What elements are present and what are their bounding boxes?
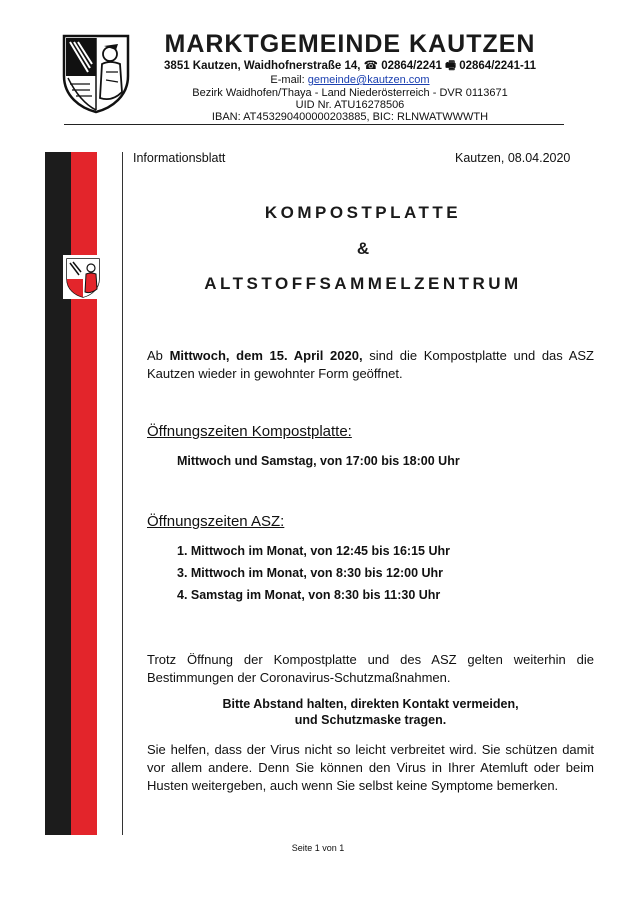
intro-pre: Ab (147, 348, 170, 363)
document-type: Informationsblatt (133, 151, 226, 165)
intro-date: Mittwoch, dem 15. April 2020, (169, 348, 363, 363)
phone-number: 02864/2241 (381, 60, 442, 72)
header-divider (64, 124, 564, 125)
email-label: E-mail: (270, 74, 305, 86)
document-date: Kautzen, 08.04.2020 (455, 151, 571, 165)
page-number: Seite 1 von 1 (291, 843, 345, 853)
municipal-crest-icon (60, 32, 132, 114)
asz-heading: Öffnungszeiten ASZ: (147, 513, 285, 530)
coat-of-arms-icon (63, 255, 103, 299)
kompost-heading: Öffnungszeiten Kompostplatte: (147, 423, 352, 440)
closing-paragraph: Sie helfen, dass der Virus nicht so leicht verbreitet wird. Sie schützen damit vor allem andere. Denn Sie können den Virus in Ihrer Atemluft oder beim Husten weitergeben, auch wenn Sie selbst keine Symptome bemerken. (147, 742, 594, 793)
org-name: MARKTGEMEINDE KAUTZEN (164, 30, 536, 58)
safety-rule-line-2: und Schutzmaske tragen. (294, 713, 447, 727)
kompost-hours: Mittwoch und Samstag, von 17:00 bis 18:00 Uhr (177, 454, 460, 468)
title-line-2: & (356, 239, 370, 258)
intro-post: sind die Kompostplatte und das ASZ Kautzen wieder in gewohnter Form geöffnet. (147, 348, 595, 381)
email-line (150, 74, 550, 87)
safety-rule-line-1: Bitte Abstand halten, direkten Kontakt vermeiden, (222, 697, 519, 711)
uid-line: UID Nr. ATU16278506 (295, 99, 405, 111)
fax-number: 02864/2241-11 (459, 60, 536, 72)
address: 3851 Kautzen, Waidhofnerstraße 14, (164, 60, 361, 72)
telephone-icon: ☎ (363, 60, 378, 72)
notice-paragraph: Trotz Öffnung der Kompostplatte und des ASZ gelten weiterhin die Bestimmungen der Coronavirus-Schutzmaßnahmen. (147, 652, 594, 685)
email-link[interactable]: gemeinde@kautzen.com (307, 74, 430, 86)
title-line-3: ALTSTOFFSAMMELZENTRUM (204, 274, 522, 293)
intro-paragraph (147, 347, 594, 383)
asz-hours-item: 3. Mittwoch im Monat, von 8:30 bis 12:00 Uhr (177, 566, 444, 580)
iban-line: IBAN: AT453290400000203885, BIC: RLNWATWWWTH (211, 111, 489, 123)
address-line (150, 60, 550, 73)
asz-hours-item: 4. Samstag im Monat, von 8:30 bis 11:30 Uhr (177, 588, 441, 602)
asz-hours-item: 1. Mittwoch im Monat, von 12:45 bis 16:15 Uhr (177, 544, 450, 558)
title-line-1: KOMPOSTPLATTE (264, 203, 462, 222)
district-line: Bezirk Waidhofen/Thaya - Land Niederösterreich - DVR 0113671 (192, 87, 508, 99)
fax-icon: 🖷 (445, 60, 457, 72)
